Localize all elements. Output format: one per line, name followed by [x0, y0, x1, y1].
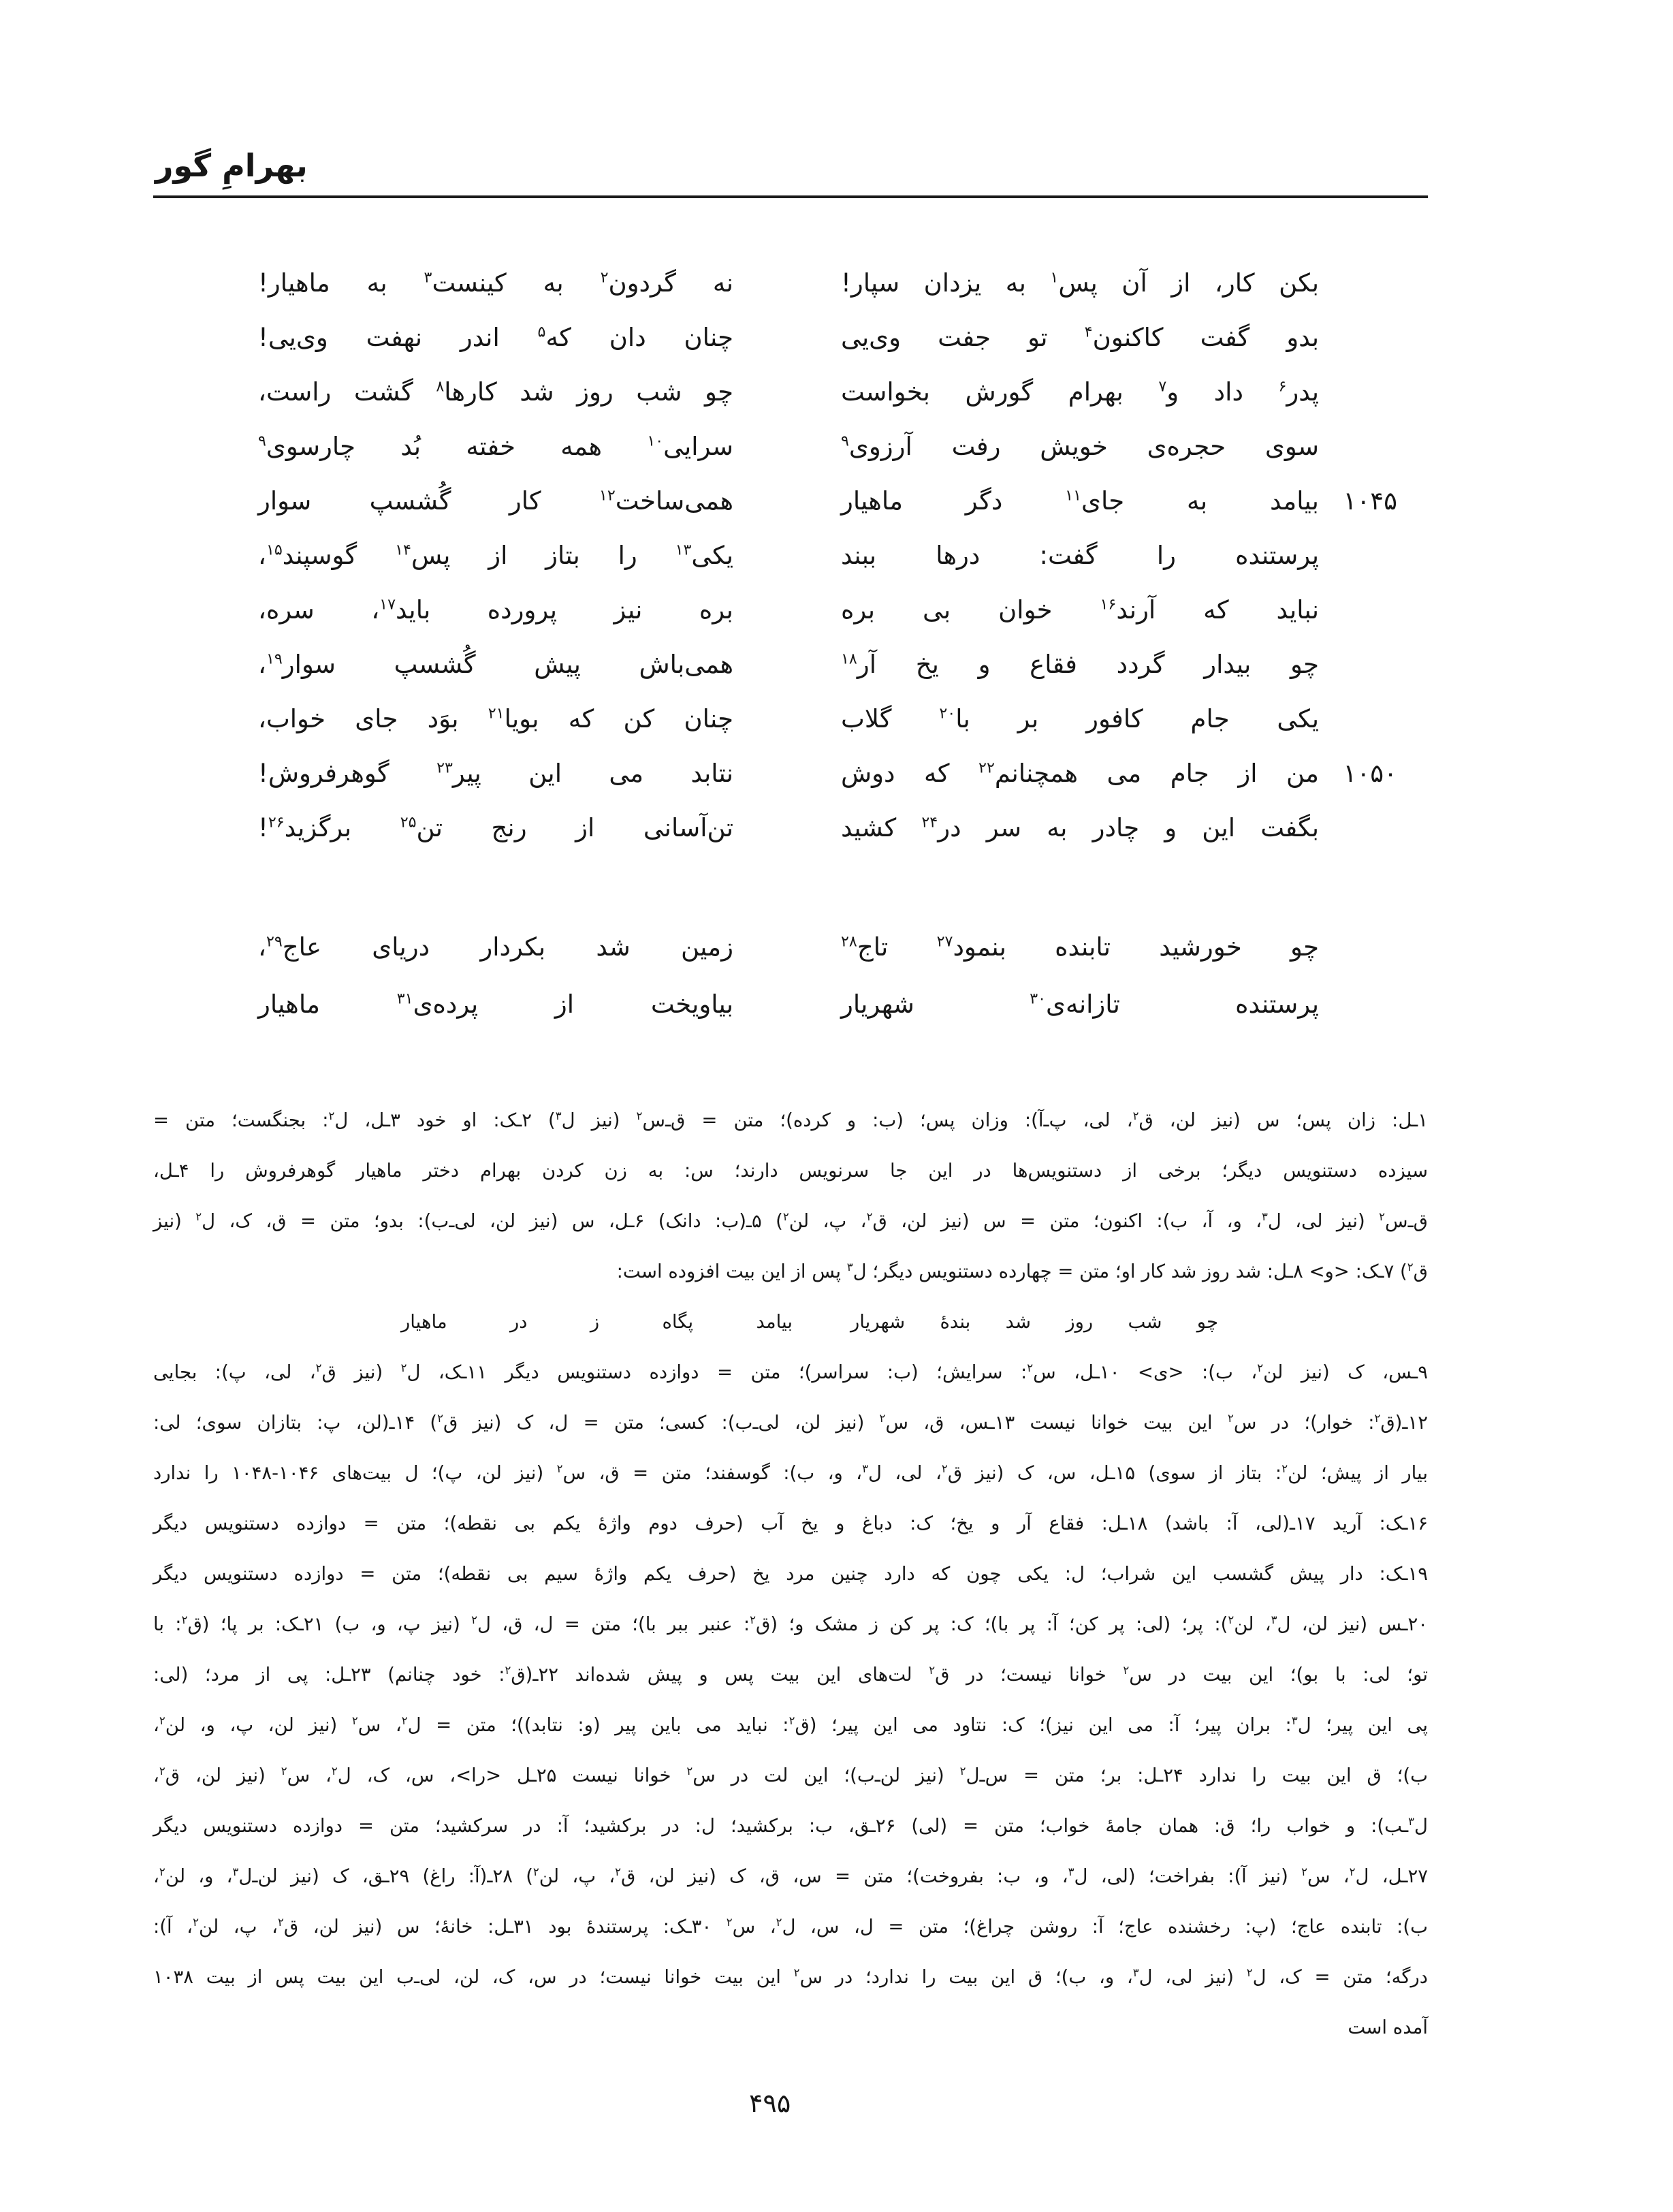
couplet-row — [257, 691, 1397, 746]
apparatus-line: ۱۲ـ(ق$^۲$: خوار)؛ در س$^۲$ این بیت خوانا نیست ۱۳ـس، ق، س$^۲$ (نیز لن، لی‌ـ‌ب): کسی؛ متن = ل، ک (نیز ق$^۲$) ۱۴ـ(لن، پ: بتازان سوی؛ لی: — [153, 1411, 1429, 1434]
hemistich-right: چو بیدار گردد فقاع و یخ آر$^{۱۸}$ — [841, 649, 1319, 679]
hemistich-right: بگفت این و چادر به سر در$^{۲۴}$ کشید — [841, 812, 1319, 842]
hemistich-left: بره نیز پرورده باید$^{۱۷}$، سره، — [258, 595, 733, 625]
hemistich-left: زمین شد بکردار دریای عاج$^{۲۹}$، — [258, 932, 733, 962]
apparatus-part-2 — [153, 1347, 1428, 2053]
hemistich-right: بیامد به جای$^{۱۱}$ دگر ماهیار — [841, 486, 1319, 516]
apparatus-line: ۱۶ـک: آرید ۱۷ـ(لی، آ: باشد) ۱۸ـل: فقاع آر و یخ؛ ک: دباغ و یخ آب (حرف دوم واژهٔ یکم بی نقطه)؛ متن = دوازده دستنویس دیگر — [153, 1513, 1428, 1534]
apparatus-line: ۲۰ـس (نیز لن، ل$^۳$، لن$^۲$): پر؛ (لی: پر کن؛ آ: پر با)؛ ک: پر کن ز مشک و؛ (ق$^۲$: عنبر ببر با)؛ متن = ل، ق، ل$^۲$ (نیز پ، و، ب) ۲۱ـک: بر پا؛ (ق$^۲$: با — [153, 1613, 1428, 1635]
hemistich-left: چنان دان که$^۵$ اندر نهفت وی‌یی! — [258, 322, 733, 352]
apparatus-inserted-verse — [172, 1297, 1447, 1347]
hemistich-left: چنان کن که بویا$^{۲۱}$ بوَد جای خواب، — [258, 704, 733, 733]
hemistich-right: بدو گفت کاکنون$^۴$ تو جفت وی‌یی — [841, 322, 1319, 352]
poem-section-2 — [257, 918, 1397, 1032]
hemistich-right: یکی جام کافور بر با$^{۲۰}$ گلاب — [841, 704, 1319, 733]
page-number: ۴۹۵ — [749, 2088, 791, 2118]
apparatus-line: ل$^۳$ـب): و خواب را؛ ق: همان جامهٔ خواب؛ متن = (لی) ۲۶ـق، ب: برکشید؛ ل: در برکشید؛ آ: در سرکشید؛ متن = دوازده دستنویس دیگر — [153, 1814, 1429, 1837]
couplet-row — [257, 364, 1397, 419]
couplet-row — [257, 975, 1397, 1032]
couplet-row — [257, 800, 1397, 855]
couplet-row — [257, 255, 1397, 310]
apparatus-line: ۱ـل: زان پس؛ س (نیز لن، ق$^۲$، لی، پ‌ـ‌آ): وزان پس؛ (ب: و کرده)؛ متن = ق‌ـ‌س$^۲$ (نیز ل$^۳$) ۲ـک: او خود ۳ـل، ل$^۲$: بجنگست؛ متن = — [153, 1109, 1428, 1131]
hemistich-right: بکن کار، از آن پس$^۱$ به یزدان سپار! — [841, 268, 1319, 298]
couplet-row — [257, 637, 1397, 691]
hemistich-left: نه گردون$^۲$ به کینست$^۳$ به ماهیار! — [258, 268, 733, 298]
apparatus-verse-left: بیامد پگاه ز در ماهیار — [401, 1311, 793, 1333]
apparatus-line: پی این پیر؛ ل$^۳$: بران پیر؛ آ: می این نیز)؛ ک: نتاود می این پیر؛ (ق$^۲$: نباید می باین پیر (و: نتابد))؛ متن = ل$^۲$، س$^۲$ (نیز لن، پ، و، لن$^۲$، — [153, 1713, 1429, 1736]
couplet-row — [257, 419, 1397, 473]
couplet-row — [257, 528, 1397, 582]
apparatus-line: ۲۷ـل، ل$^۲$، س$^۲$ (نیز آ): بفراخت؛ (لی، ل$^۳$، و، ب: بفروخت)؛ متن = س، ق، ک (نیز لن، ق$^۲$، پ، لن$^۲$) ۲۸ـ(آ: راغ) ۲۹ـق، ک (نیز لن‌ـ‌ل$^۳$، و، لن$^۲$، — [153, 1865, 1428, 1887]
hemistich-right: پدر$^۶$ داد و$^۷$ بهرام گورش بخواست — [841, 377, 1319, 407]
hemistich-right: من از جام می همچنانم$^{۲۲}$ که دوش — [841, 758, 1319, 788]
verse-number: ۱۰۵۰ — [1343, 758, 1397, 788]
apparatus-line: ب)؛ ق این بیت را ندارد ۲۴ـل: بر؛ متن = س‌ـ‌ل$^۲$ (نیز لن‌ـ‌ب)؛ این لت در س$^۲$ خوانا نیست ۲۵ـل <را>، س، ک، ل$^۲$، س$^۲$ (نیز لن، ق$^۲$، — [153, 1764, 1429, 1786]
apparatus-line: ق‌ـ‌س$^۲$ (نیز لی، ل$^۳$، و، آ، ب): اکنون؛ متن = س (نیز لن، ق$^۲$، پ، لن$^۲$) ۵ـ(ب: دانک) ۶ـل، س (نیز لن، لی‌ـ‌ب): بدو؛ متن = ق، ک، ل$^۲$ (نیز — [153, 1210, 1428, 1232]
verse-number: ۱۰۴۵ — [1343, 486, 1397, 516]
apparatus-line: ب): تابنده عاج؛ (پ: رخشنده عاج؛ آ: روشن چراغ)؛ متن = ل، س، ل$^۲$، س$^۲$ ۳۰ـک: پرستندهٔ بود ۳۱ـل: خانهٔ؛ س (نیز لن، ق$^۲$، پ، لن$^۲$، آ): — [153, 1915, 1429, 1938]
apparatus-line: آمده است — [1348, 2017, 1428, 2038]
apparatus-line: درگه؛ متن = ک، ل$^۲$ (نیز لی، ل$^۳$، و، ب)؛ ق این بیت را ندارد؛ در س$^۲$ این بیت خوانا نیست؛ در س، ک، لن، لی‌ـ‌ب این بیت پس از بیت ۱۰۳۸ — [153, 1965, 1428, 1988]
running-header-title: بهرامِ گور — [155, 147, 308, 184]
hemistich-left: همی‌باش پیش گُشسپ سوار$^{۱۹}$، — [258, 649, 733, 679]
apparatus-line: ۱۹ـک: دار پیش گشسب این شراب؛ ل: یکی چون که دارد چنین مرد یخ (حرف یکم واژهٔ سیم بی نقطه)؛ متن = دوازده دستنویس دیگر — [153, 1563, 1428, 1585]
hemistich-right: چو خورشید تابنده بنمود$^{۲۷}$ تاج$^{۲۸}$ — [841, 932, 1320, 962]
hemistich-right: پرستنده تازانه‌ی$^{۳۰}$ شهریار — [841, 989, 1319, 1019]
hemistich-left: بیاویخت از پرده‌ی$^{۳۱}$ ماهیار — [258, 989, 734, 1019]
hemistich-left: تن‌آسانی از رنج تن$^{۲۵}$ برگزید$^{۲۶}$! — [258, 812, 733, 842]
hemistich-left: یکی$^{۱۳}$ را بتاز از پس$^{۱۴}$ گوسپند$^{۱۵}$، — [258, 540, 733, 570]
hemistich-right: پرستنده را گفت: درها ببند — [841, 540, 1319, 570]
couplet-row — [257, 582, 1397, 637]
couplet-row — [257, 918, 1397, 975]
hemistich-right: نباید که آرند$^{۱۶}$ خوان بی بره — [841, 595, 1319, 625]
hemistich-left: نتابد می این پیر$^{۲۳}$ گوهرفروش! — [258, 758, 733, 788]
hemistich-left: همی‌ساخت$^{۱۲}$ کار گُشسپ سوار — [258, 486, 733, 516]
apparatus-line: ۹ـس، ک (نیز لن$^۲$، ب): <ی> ۱۰ـل، س$^۲$: سرایش؛ (ب: سراسر)؛ متن = دوازده دستنویس دیگر ۱۱ـک، ل$^۲$ (نیز ق$^۲$، لی، پ): بجایی — [153, 1361, 1428, 1383]
apparatus-part-1 — [153, 1095, 1428, 1297]
poem-section-1 — [257, 255, 1397, 855]
apparatus-line: بیار از پیش؛ لن$^۲$: بتاز از سوی) ۱۵ـل، س، ک (نیز ق$^۲$، لی، ل$^۳$، و، ب): گوسفند؛ متن = ق، س$^۲$ (نیز لن، پ)؛ ل بیت‌های ۱۰۴۶-۱۰۴۸ را ندارد — [153, 1462, 1428, 1484]
apparatus-line: ق$^۲$) ۷ـک: <و> ۸ـل: شد روز شد کار او؛ متن = چهارده دستنویس دیگر؛ ل$^۳$ پس از این بیت افزوده است: — [616, 1260, 1428, 1282]
apparatus-line: تو؛ لی: با بو)؛ این بیت در س$^۲$ خوانا نیست؛ در ق$^۲$ لت‌های این بیت پس و پیش شده‌اند ۲۲ـ(ق$^۲$: خود چنانم) ۲۳ـل: پی از مرد؛ (لی: — [153, 1663, 1429, 1686]
couplet-row — [257, 310, 1397, 364]
hemistich-left: چو شب روز شد کارها$^۸$ گشت راست، — [258, 377, 733, 407]
header-rule — [153, 195, 1428, 198]
apparatus-line: سیزده دستنویس دیگر؛ برخی از دستنویس‌ها در این جا سرنویس دارند؛ س: به زن کردن بهرام دختر ماهیار گوهرفروش را ۴ـل، — [153, 1160, 1428, 1182]
apparatus-verse-right: چو شب روز شد بندهٔ شهریار — [850, 1311, 1218, 1333]
hemistich-left: سرایی$^{۱۰}$ همه خفته بُد چارسوی$^۹$ — [258, 431, 733, 461]
couplet-row — [257, 473, 1397, 528]
apparatus-section — [153, 1095, 1428, 2053]
couplet-row — [257, 746, 1397, 800]
hemistich-right: سوی حجره‌ی خویش رفت آرزوی$^۹$ — [841, 431, 1319, 461]
